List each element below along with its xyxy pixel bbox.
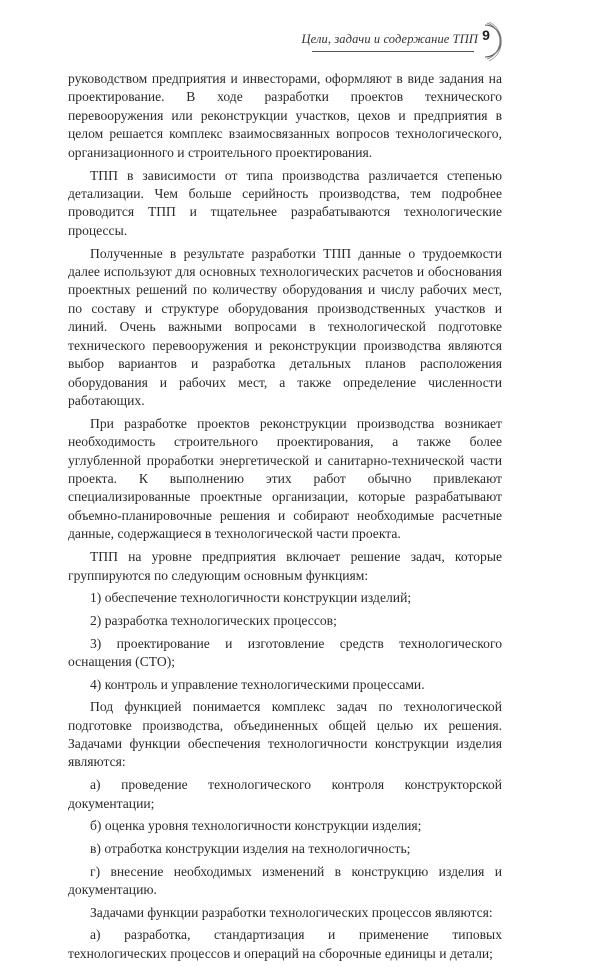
- list-item: в) отработка конструкции изделия на технологичность;: [90, 840, 411, 856]
- paragraph: Под функцией понимается комплекс задач по технологической подготовке производства, объединенных общей целью их решения. Задачами функции обеспечения технологичности конструкции изделия являются:: [68, 699, 502, 770]
- list-item: 1) обеспечение технологичности конструкции изделий;: [90, 590, 412, 606]
- paragraph: ТПП в зависимости от типа производства различается степенью детализации. Чем больше серийность производства, тем подробнее проводится ТПП и тщательнее разрабатываются технологические процессы.: [68, 167, 502, 238]
- page-number: 9: [482, 27, 490, 43]
- paragraph: Полученные в результате разработки ТПП данные о трудоемкости далее используют для основных технологических расчетов и обоснования проектных решений по количеству оборудования и числу рабочих мест, по составу и структуре оборудования производственных участков и линий. Очень важными вопросами в технологической подготовке технического перевооружения и реконструкции производства являются выбор вариантов и разработка детальных планов расположения оборудования и рабочих мест, а также определение численности работающих.: [68, 245, 502, 408]
- list-item: 4) контроль и управление технологическими процессами.: [90, 676, 425, 692]
- paragraph: При разработке проектов реконструкции производства возникает необходимость строительного проектирования, а также более углубленной проработки энергетической и санитарно-технической части проекта. К выполнению этих работ обычно привлекают специализированные проектные организации, которые разрабатывают объемно-планировочные решения и собирают необходимые расчетные данные, содержащиеся в технологической части проекта.: [68, 415, 502, 542]
- list-item: г) внесение необходимых изменений в конструкцию изделия и документацию.: [68, 863, 502, 897]
- header-rule: [312, 51, 474, 52]
- list-item: а) проведение технологического контроля конструкторской документации;: [68, 777, 502, 811]
- list-item: а) разработка, стандартизация и применение типовых технологических процессов и операций на сборочные единицы и детали;: [68, 927, 502, 961]
- body-text: [68, 70, 502, 967]
- list-item: 2) разработка технологических процессов;: [90, 613, 337, 629]
- list-item: 3) проектирование и изготовление средств технологического оснащения (СТО);: [68, 635, 502, 670]
- paragraph: руководством предприятия и инвесторами, оформляют в виде задания на проектирование. В ходе разработки проектов технического перевооружения или реконструкции участков, цехов и предприятия в целом решается комплекс взаимосвязанных вопросов технологического, организационного и строительного проектирования.: [68, 71, 502, 160]
- running-header: [0, 22, 600, 62]
- running-header-title: Цели, задачи и содержание ТПП: [301, 32, 478, 46]
- paragraph: Задачами функции разработки технологических процессов являются:: [90, 904, 493, 920]
- list-item: б) оценка уровня технологичности конструкции изделия;: [90, 818, 422, 834]
- paragraph: ТПП на уровне предприятия включает решение задач, которые группируются по следующим основным функциям:: [68, 549, 502, 583]
